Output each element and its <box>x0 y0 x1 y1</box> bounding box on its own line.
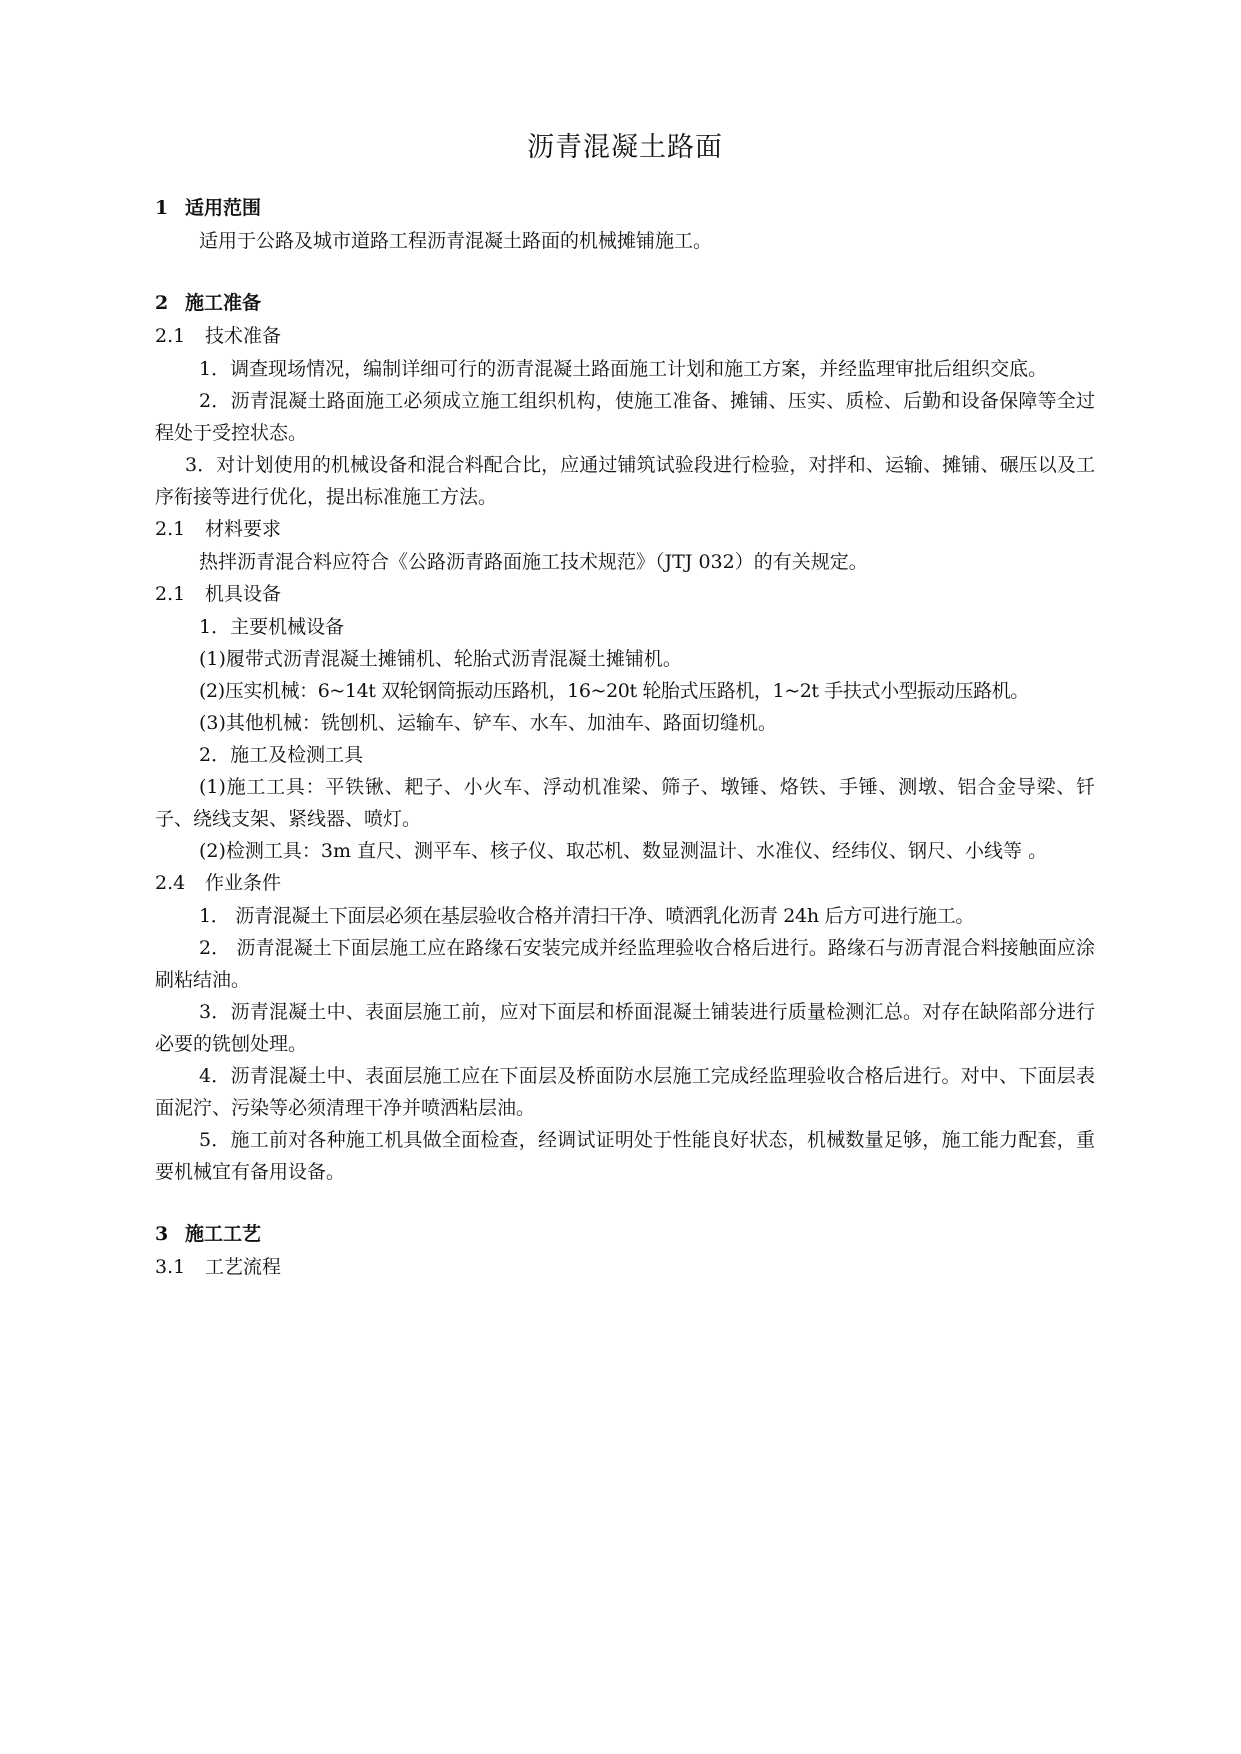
equipment-subheading-main: 1．主要机械设备 <box>199 616 345 638</box>
conditions-item-2: 2． 沥青混凝土下面层施工应在路缘石安装完成并经监理验收合格后进行。路缘石与沥青混合料接触面应涂刷粘结油。 <box>155 937 1095 991</box>
section-1-title: 适用范围 <box>185 197 262 219</box>
subsection-2-1-title: 技术准备 <box>205 325 282 347</box>
section-2-number: 2 <box>155 292 169 314</box>
subsection-2-4-number: 2.4 <box>155 872 186 894</box>
spacer <box>155 257 1095 287</box>
subsection-3-1-number: 3.1 <box>155 1256 186 1278</box>
spacer <box>155 1188 1095 1218</box>
tools-item-1: (1)施工工具：平铁锹、耙子、小火车、浮动机准梁、筛子、墩锤、烙铁、手锤、测墩、铝合金导梁、钎子、绕线支架、紧线器、喷灯。 <box>155 776 1095 830</box>
section-3-number: 3 <box>155 1223 169 1245</box>
equipment-item-3: (3)其他机械：铣刨机、运输车、铲车、水车、加油车、路面切缝机。 <box>199 712 777 734</box>
subsection-2-4-heading <box>155 867 1095 900</box>
subsection-3-1-title: 工艺流程 <box>205 1256 282 1278</box>
section-3-heading <box>155 1218 1095 1251</box>
section-1-paragraph: 适用于公路及城市道路工程沥青混凝土路面的机械摊铺施工。 <box>199 230 713 252</box>
section-3-title: 施工工艺 <box>185 1223 262 1245</box>
subsection-3-1-heading <box>155 1251 1095 1284</box>
subsection-2-1-number: 2.1 <box>155 325 186 347</box>
section-1-number: 1 <box>155 197 169 219</box>
equipment-subheading-tools: 2．施工及检测工具 <box>199 744 364 766</box>
equipment-item-2: (2)压实机械：6~14t 双轮钢筒振动压路机，16~20t 轮胎式压路机，1~2t 手扶式小型振动压路机。 <box>199 680 1029 702</box>
page-title: 沥青混凝土路面 <box>527 132 723 163</box>
equipment-item-1: (1)履带式沥青混凝土摊铺机、轮胎式沥青混凝土摊铺机。 <box>199 648 682 670</box>
subsection-equipment-number: 2.1 <box>155 583 186 605</box>
section-2-heading <box>155 287 1095 320</box>
subsection-materials-heading <box>155 513 1095 546</box>
subsection-2-4-title: 作业条件 <box>205 872 282 894</box>
conditions-item-4: 4．沥青混凝土中、表面层施工应在下面层及桥面防水层施工完成经监理验收合格后进行。对中、下面层表面泥泞、污染等必须清理干净并喷洒粘层油。 <box>155 1065 1095 1119</box>
section-1-heading <box>155 192 1095 225</box>
conditions-item-5: 5．施工前对各种施工机具做全面检查，经调试证明处于性能良好状态，机械数量足够，施工能力配套，重要机械宜有备用设备。 <box>155 1129 1095 1183</box>
subsection-2-1-heading <box>155 320 1095 353</box>
section-2-title: 施工准备 <box>185 292 262 314</box>
subsection-equipment-heading <box>155 578 1095 611</box>
tools-item-2: (2)检测工具：3m 直尺、测平车、核子仪、取芯机、数显测温计、水准仪、经纬仪、钢尺、小线等 。 <box>199 840 1048 862</box>
technical-prep-item-1: 1．调查现场情况，编制详细可行的沥青混凝土路面施工计划和施工方案，并经监理审批后组织交底。 <box>199 358 1048 380</box>
conditions-item-3: 3．沥青混凝土中、表面层施工前，应对下面层和桥面混凝土铺装进行质量检测汇总。对存在缺陷部分进行必要的铣刨处理。 <box>155 1001 1095 1055</box>
technical-prep-item-2: 2．沥青混凝土路面施工必须成立施工组织机构，使施工准备、摊铺、压实、质检、后勤和设备保障等全过程处于受控状态。 <box>155 390 1095 444</box>
document-content <box>155 128 1095 1284</box>
technical-prep-item-3: 3．对计划使用的机械设备和混合料配合比，应通过铺筑试验段进行检验，对拌和、运输、摊铺、碾压以及工序衔接等进行优化，提出标准施工方法。 <box>155 454 1095 508</box>
conditions-item-1: 1． 沥青混凝土下面层必须在基层验收合格并清扫干净、喷洒乳化沥青 24h 后方可进行施工。 <box>199 905 975 927</box>
subsection-materials-title: 材料要求 <box>205 518 282 540</box>
subsection-materials-number: 2.1 <box>155 518 186 540</box>
subsection-equipment-title: 机具设备 <box>205 583 282 605</box>
materials-paragraph: 热拌沥青混合料应符合《公路沥青路面施工技术规范》（JTJ 032）的有关规定。 <box>199 551 868 573</box>
